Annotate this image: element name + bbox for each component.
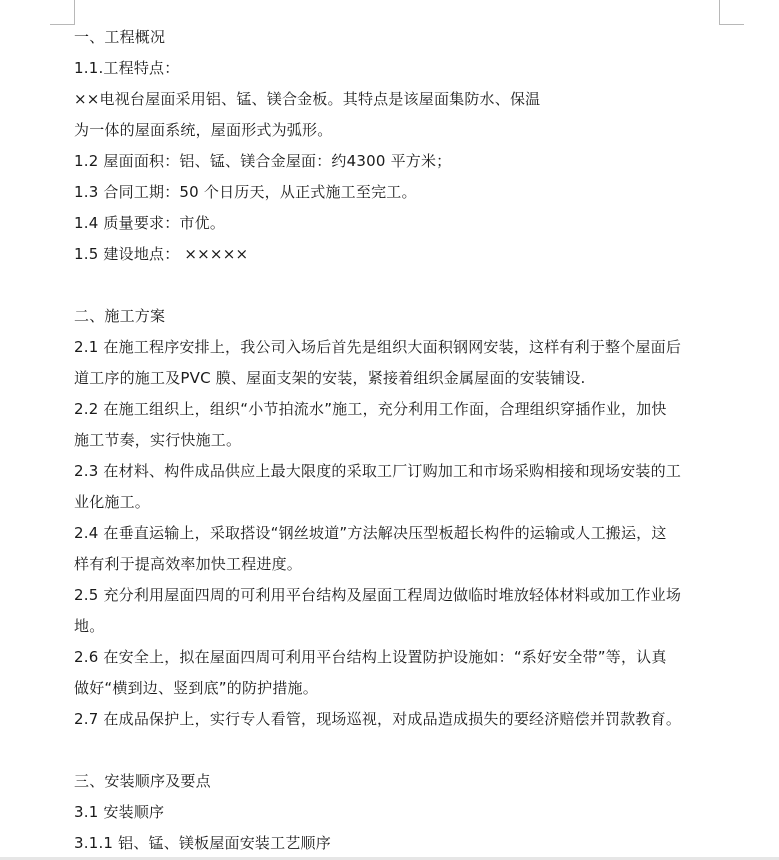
paragraph-line: 2.5 充分利用屋面四周的可利用平台结构及屋面工程周边做临时堆放轻体材料或加工作业场 bbox=[74, 586, 682, 604]
paragraph-line: 2.7 在成品保护上，实行专人看管，现场巡视，对成品造成损失的要经济赔偿并罚款教育。 bbox=[74, 710, 682, 728]
section-heading: 二、施工方案 bbox=[74, 307, 166, 325]
paragraph-line: 1.2 屋面面积：铝、锰、镁合金屋面：约4300 平方米； bbox=[74, 152, 452, 170]
paragraph-line: 2.1 在施工程序安排上，我公司入场后首先是组织大面积钢网安装，这样有利于整个屋面后 bbox=[74, 338, 682, 356]
blank-line bbox=[74, 270, 722, 301]
paragraph-line: 施工节奏，实行快施工。 bbox=[74, 431, 242, 449]
paragraph-line: 2.2 在施工组织上，组织“小节拍流水”施工，充分利用工作面，合理组织穿插作业，加快 bbox=[74, 400, 667, 418]
paragraph-line: 地。 bbox=[74, 617, 105, 635]
paragraph-line: 做好“横到边、竖到底”的防护措施。 bbox=[74, 679, 318, 697]
paragraph-line: 3.1 安装顺序 bbox=[74, 803, 165, 821]
margin-corner-mark-right bbox=[719, 0, 744, 25]
paragraph-line: 2.6 在安全上，拟在屋面四周可利用平台结构上设置防护设施如：“系好安全带”等，认真 bbox=[74, 648, 667, 666]
paragraph-line: 1.1.工程特点： bbox=[74, 59, 180, 77]
paragraph-line: 为一体的屋面系统，屋面形式为弧形。 bbox=[74, 121, 333, 139]
paragraph-line: ××电视台屋面采用铝、锰、镁合金板。其特点是该屋面集防水、保温 bbox=[74, 90, 541, 108]
paragraph-line: 2.3 在材料、构件成品供应上最大限度的采取工厂订购加工和市场采购相接和现场安装的工 bbox=[74, 462, 682, 480]
blank-line bbox=[74, 735, 722, 766]
paragraph-line: 业化施工。 bbox=[74, 493, 151, 511]
paragraph-line: 3.1.1 铝、锰、镁板屋面安装工艺顺序 bbox=[74, 834, 331, 852]
paragraph-line: 1.5 建设地点： ××××× bbox=[74, 245, 249, 263]
section-heading: 三、安装顺序及要点 bbox=[74, 772, 211, 790]
margin-corner-mark-left bbox=[50, 0, 75, 25]
paragraph-line: 1.3 合同工期：50 个日历天，从正式施工至完工。 bbox=[74, 183, 417, 201]
section-heading: 一、工程概况 bbox=[74, 28, 166, 46]
paragraph-line: 道工序的施工及PVC 膜、屋面支架的安装，紧接着组织金属屋面的安装铺设. bbox=[74, 369, 586, 387]
paragraph-line: 1.4 质量要求：市优。 bbox=[74, 214, 226, 232]
paragraph-line: 2.4 在垂直运输上，采取搭设“钢丝坡道”方法解决压型板超长构件的运输或人工搬运，这 bbox=[74, 524, 667, 542]
document-body[interactable] bbox=[74, 22, 722, 859]
paragraph-line: 样有利于提高效率加快工程进度。 bbox=[74, 555, 303, 573]
